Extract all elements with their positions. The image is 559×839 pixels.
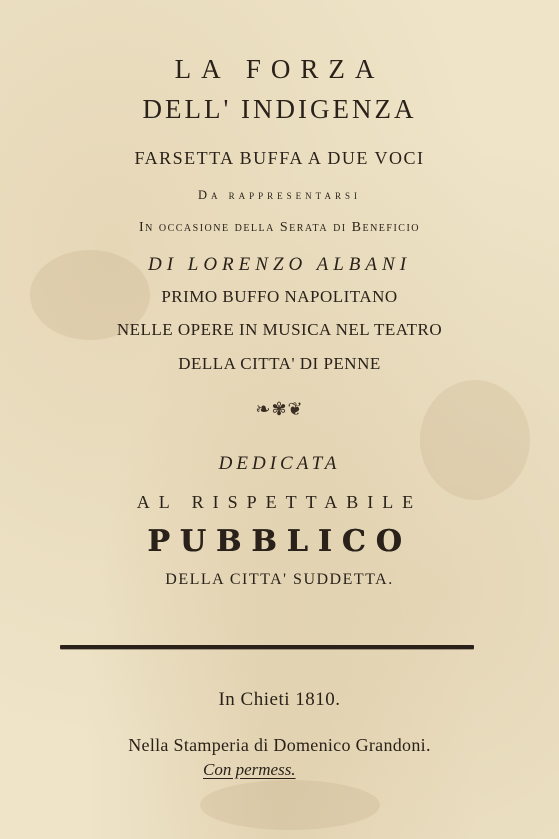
occasione-line: In occasione della Serata di Beneficio — [138, 220, 421, 235]
performer-role: PRIMO BUFFO NAPOLITANO — [161, 287, 398, 306]
imprint-permission — [203, 760, 296, 780]
fleuron-ornament-icon: ❧✾❦ — [255, 399, 304, 419]
citta-line: DELLA CITTA' DI PENNE — [178, 354, 381, 373]
title-line-1: LA FORZA — [174, 54, 385, 84]
rappresentarsi-line: Da rappresentarsi — [198, 188, 361, 202]
opere-line: NELLE OPERE IN MUSICA NEL TEATRO — [116, 320, 443, 339]
rispettabile-line: AL RISPETTABILE — [136, 492, 423, 512]
performer-name: DI LORENZO ALBANI — [147, 254, 412, 275]
imprint-place-date: In Chieti 1810. — [218, 689, 341, 710]
imprint-printer: Nella Stamperia di Domenico Grandoni. — [128, 735, 431, 755]
paper-stain — [420, 380, 530, 500]
pubblico-line: PUBBLICO — [147, 524, 412, 559]
divider-rule — [60, 645, 474, 649]
title-line-2: DELL' INDIGENZA — [142, 94, 417, 124]
permission-text: Con permess. — [203, 760, 296, 779]
suddetta-line: DELLA CITTA' SUDDETTA. — [165, 571, 394, 588]
dedicata-line: DEDICATA — [218, 453, 341, 474]
subtitle: FARSETTA BUFFA A DUE VOCI — [134, 148, 425, 168]
paper-stain — [200, 780, 380, 830]
